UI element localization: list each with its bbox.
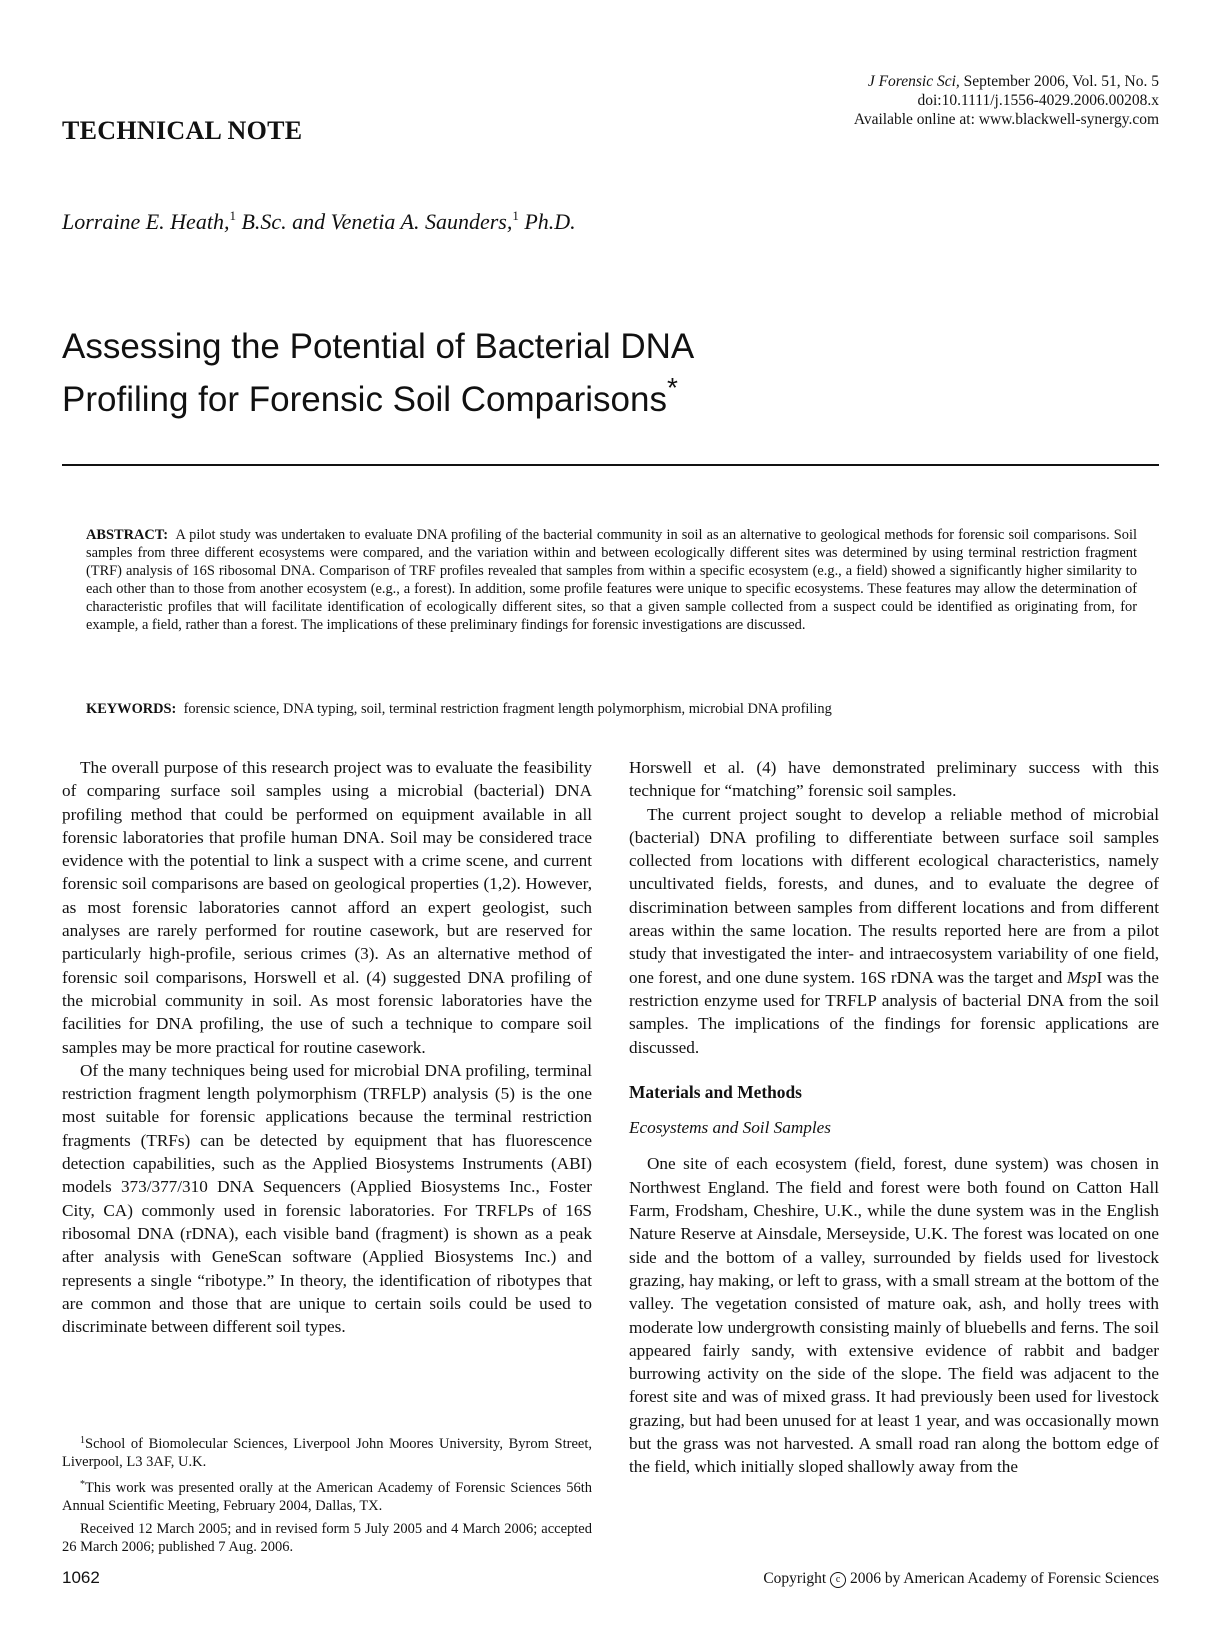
body-paragraph: The overall purpose of this research project was to evaluate the feasibility of comparing surface soil samples using a microbial (bacterial) DNA profiling method that could be performed on equipment available in all forensic laboratories that profile human DNA. Soil may be considered trace evidence with the potential to link a suspect with a crime scene, and current forensic soil comparisons are based on geological properties (1,2). However, as most forensic laboratories cannot afford an expert geologist, such analyses are rarely performed for routine casework, but are reserved for particularly high-profile, serious crimes (3). As an alternative method of forensic soil comparisons, Horswell et al. (4) suggested DNA profiling of the microbial community in soil. As most forensic laboratories have the facilities for DNA profiling, the use of such a technique to compare soil samples may be more practical for routine casework. bbox=[62, 758, 592, 1057]
author-2-affiliation: 1 bbox=[512, 208, 519, 223]
keywords bbox=[86, 700, 1137, 718]
copyright-notice bbox=[763, 1570, 1159, 1588]
title-divider bbox=[62, 464, 1159, 466]
body-column-left bbox=[62, 756, 592, 1338]
author-1: Lorraine E. Heath, bbox=[62, 209, 230, 234]
author-2-degree: Ph.D. bbox=[518, 209, 576, 234]
title-line-2 bbox=[62, 367, 822, 420]
paragraph-text: The current project sought to develop a reliable method of microbial (bacterial) DNA profiling to differentiate between surface soil samples collected from locations with different ecological characteristics, namely uncultivated fields, forests, and dunes, and to evaluate the degree of discrimination between samples from different locations and from different areas within the same location. The results reported here are from a pilot study that investigated the inter- and intraecosystem variability of one field, one forest, and one dune system. 16S rDNA was the target and bbox=[629, 804, 1159, 987]
body-paragraph bbox=[629, 803, 1159, 1059]
title-line-1: Assessing the Potential of Bacterial DNA bbox=[62, 327, 695, 366]
body-column-right bbox=[629, 756, 1159, 1479]
body-paragraph: Of the many techniques being used for microbial DNA profiling, terminal restriction fragment length polymorphism (TRFLP) analysis (5) is the one most suitable for forensic applications because the terminal restriction fragments (TRFs) can be detected by equipment that has fluorescence detection capabilities, such as the Applied Biosystems Instruments (ABI) models 373/377/310 DNA Sequencers (Applied Biosystems Inc., Foster City, CA) commonly used in forensic laboratories. For TRFLPs of 16S ribosomal DNA (rDNA), each visible band (fragment) is shown as a peak after analysis with GeneScan software (Applied Biosystems Inc.) and represents a single “ribotype.” In theory, the identification of ribotypes that are common and those that are unique to certain soils could be used to discriminate between different soil types. bbox=[62, 1060, 592, 1337]
footnote-received: Received 12 March 2005; and in revised form 5 July 2005 and 4 March 2006; accepted 26 March 2006; published 7 Aug. 2006. bbox=[62, 1521, 592, 1555]
author-1-degree-and-author-2: B.Sc. and Venetia A. Saunders, bbox=[235, 209, 513, 234]
article-type: TECHNICAL NOTE bbox=[62, 116, 303, 145]
abstract-label: ABSTRACT: bbox=[86, 527, 169, 543]
body-paragraph: One site of each ecosystem (field, forest, dune system) was chosen in Northwest England. The field and forest were both found on Catton Hall Farm, Frodsham, Cheshire, U.K., while the dune system was in the English Nature Reserve at Ainsdale, Merseyside, U.K. The forest was located on one side and the bottom of a valley, surrounded by fields used for livestock grazing, hay making, or left to grass, with a small stream at the bottom of the valley. The vegetation consisted of mature oak, ash, and holly trees with moderate low undergrowth consisting mainly of bluebells and ferns. The soil appeared fairly sandy, with extensive evidence of rabbit and badger burrowing activity on the side of the slope. The field was adjacent to the forest site and was of mixed grass. It had previously been used for livestock grazing, but had been unused for at least 1 year, and was occasionally mown but the grass was not harvested. A small road ran along the bottom edge of the field, which initially sloped shallowly away from the bbox=[629, 1154, 1159, 1477]
body-paragraph: Horswell et al. (4) have demonstrated preliminary success with this technique for “matching” forensic soil samples. bbox=[629, 758, 1159, 801]
footnotes bbox=[62, 1432, 592, 1561]
abstract-text: A pilot study was undertaken to evaluate DNA profiling of the bacterial community in soil as an alternative to geological methods for forensic soil comparisons. Soil samples from three different ecosystems were compared, and the variation within and between ecologically different sites was determined by using terminal restriction fragment (TRF) analysis of 16S ribosomal DNA. Comparison of TRF profiles revealed that samples from within a specific ecosystem (e.g., a field) showed a significantly higher similarity to each other than to those from another ecosystem (e.g., a forest). In addition, some profile features were unique to specific ecosystems. These features may allow the determination of characteristic profiles that will facilitate identification of ecologically different sites, so that a given sample collected from a suspect could be identified as originating from, for example, a field, rather than a forest. The implications of these preliminary findings for forensic investigations are discussed. bbox=[86, 527, 1137, 633]
journal-name: J Forensic Sci, bbox=[867, 73, 960, 90]
keywords-text: forensic science, DNA typing, soil, terminal restriction fragment length polymorphism, microbial DNA profiling bbox=[183, 701, 832, 717]
title-line-2-text: Profiling for Forensic Soil Comparisons bbox=[62, 380, 667, 419]
keywords-label: KEYWORDS: bbox=[86, 701, 177, 717]
footnote-affiliation-marker: 1 bbox=[80, 1435, 85, 1446]
footnote-affiliation-text: School of Biomolecular Sciences, Liverpool John Moores University, Byrom Street, Liverpool, L3 3AF, U.K. bbox=[62, 1436, 592, 1470]
journal-issue-line bbox=[854, 72, 1159, 91]
copyright-word: Copyright bbox=[763, 1570, 827, 1587]
paragraph-text: I was the restriction enzyme used for TRFLP analysis of bacterial DNA from the soil samples. The implications of the findings for forensic applications are discussed. bbox=[629, 967, 1160, 1057]
copyright-icon: c bbox=[830, 1572, 846, 1588]
online-availability: Available online at: www.blackwell-synergy.com bbox=[853, 111, 1159, 128]
footnote-presentation bbox=[62, 1476, 592, 1515]
title-footnote-marker: * bbox=[666, 372, 678, 403]
article-title bbox=[62, 326, 822, 420]
author-1-affiliation: 1 bbox=[229, 208, 236, 223]
footnote-affiliation bbox=[62, 1432, 592, 1471]
subsection-heading: Ecosystems and Soil Samples bbox=[629, 1118, 831, 1138]
section-heading: Materials and Methods bbox=[629, 1081, 802, 1102]
journal-citation bbox=[854, 72, 1159, 129]
doi: doi:10.1111/j.1556-4029.2006.00208.x bbox=[917, 92, 1159, 109]
footnote-presentation-text: This work was presented orally at the American Academy of Forensic Sciences 56th Annual Scientific Meeting, February 2004, Dallas, TX. bbox=[62, 1480, 592, 1514]
footnote-presentation-marker: * bbox=[80, 1479, 85, 1490]
copyright-text: 2006 by American Academy of Forensic Sciences bbox=[849, 1570, 1159, 1587]
enzyme-name: Msp bbox=[1066, 967, 1097, 987]
author-line bbox=[62, 208, 576, 235]
abstract bbox=[86, 526, 1137, 634]
journal-issue: September 2006, Vol. 51, No. 5 bbox=[959, 73, 1159, 90]
page-number: 1062 bbox=[62, 1568, 100, 1587]
